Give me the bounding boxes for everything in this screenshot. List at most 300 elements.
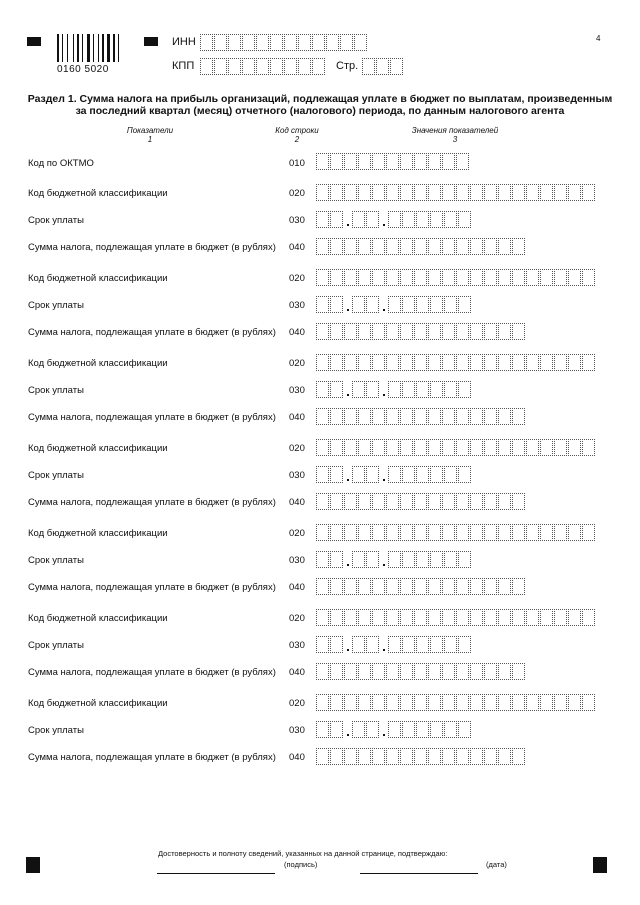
input-cell[interactable] [358,524,371,541]
sum-field[interactable] [316,578,526,595]
input-cell[interactable] [456,578,469,595]
input-cell[interactable] [414,269,427,286]
input-cell[interactable] [352,211,365,228]
input-cell[interactable] [484,748,497,765]
input-cell[interactable] [400,238,413,255]
input-cell[interactable] [498,184,511,201]
input-cell[interactable] [400,578,413,595]
input-cell[interactable] [484,694,497,711]
input-cell[interactable] [444,636,457,653]
input-cell[interactable] [316,609,329,626]
input-cell[interactable] [540,524,553,541]
input-cell[interactable] [344,323,357,340]
input-cell[interactable] [200,34,213,51]
input-cell[interactable] [512,238,525,255]
input-cell[interactable] [352,636,365,653]
input-cell[interactable] [444,551,457,568]
oktmo-field[interactable] [316,153,470,170]
input-cell[interactable] [484,493,497,510]
input-cell[interactable] [444,211,457,228]
input-cell[interactable] [414,408,427,425]
input-cell[interactable] [416,721,429,738]
input-cell[interactable] [372,323,385,340]
input-cell[interactable] [400,748,413,765]
sum-field[interactable] [316,663,526,680]
input-cell[interactable] [416,466,429,483]
input-cell[interactable] [428,493,441,510]
input-cell[interactable] [458,636,471,653]
input-cell[interactable] [372,184,385,201]
input-cell[interactable] [430,381,443,398]
input-cell[interactable] [386,524,399,541]
sum-field[interactable] [316,323,526,340]
input-cell[interactable] [400,408,413,425]
input-cell[interactable] [352,381,365,398]
input-cell[interactable] [372,609,385,626]
sum-field[interactable] [316,238,526,255]
input-cell[interactable] [512,748,525,765]
input-cell[interactable] [340,34,353,51]
input-cell[interactable] [388,636,401,653]
input-cell[interactable] [512,408,525,425]
input-cell[interactable] [344,439,357,456]
input-cell[interactable] [358,439,371,456]
input-cell[interactable] [428,408,441,425]
input-cell[interactable] [400,439,413,456]
input-cell[interactable] [284,34,297,51]
input-cell[interactable] [484,354,497,371]
input-cell[interactable] [456,748,469,765]
input-cell[interactable] [430,636,443,653]
input-cell[interactable] [484,184,497,201]
input-cell[interactable] [400,493,413,510]
input-cell[interactable] [256,34,269,51]
input-cell[interactable] [366,466,379,483]
input-cell[interactable] [414,578,427,595]
input-cell[interactable] [400,663,413,680]
input-cell[interactable] [470,238,483,255]
input-cell[interactable] [372,524,385,541]
input-cell[interactable] [512,323,525,340]
input-cell[interactable] [458,551,471,568]
input-cell[interactable] [316,748,329,765]
date-field[interactable] [316,466,472,483]
input-cell[interactable] [456,238,469,255]
input-cell[interactable] [316,493,329,510]
input-cell[interactable] [456,663,469,680]
input-cell[interactable] [316,408,329,425]
page-field[interactable] [362,58,404,75]
input-cell[interactable] [326,34,339,51]
input-cell[interactable] [400,153,413,170]
input-cell[interactable] [344,354,357,371]
input-cell[interactable] [428,153,441,170]
input-cell[interactable] [498,493,511,510]
input-cell[interactable] [442,439,455,456]
input-cell[interactable] [386,694,399,711]
input-cell[interactable] [526,269,539,286]
input-cell[interactable] [214,58,227,75]
input-cell[interactable] [498,408,511,425]
input-cell[interactable] [484,408,497,425]
input-cell[interactable] [442,578,455,595]
input-cell[interactable] [470,269,483,286]
input-cell[interactable] [316,466,329,483]
input-cell[interactable] [330,408,343,425]
input-cell[interactable] [352,551,365,568]
inn-field[interactable] [200,34,368,51]
input-cell[interactable] [366,721,379,738]
input-cell[interactable] [388,721,401,738]
input-cell[interactable] [386,269,399,286]
input-cell[interactable] [414,439,427,456]
input-cell[interactable] [470,354,483,371]
input-cell[interactable] [428,238,441,255]
input-cell[interactable] [362,58,375,75]
input-cell[interactable] [414,493,427,510]
input-cell[interactable] [316,354,329,371]
input-cell[interactable] [344,609,357,626]
input-cell[interactable] [386,663,399,680]
input-cell[interactable] [416,296,429,313]
input-cell[interactable] [442,524,455,541]
input-cell[interactable] [354,34,367,51]
input-cell[interactable] [372,439,385,456]
input-cell[interactable] [316,551,329,568]
input-cell[interactable] [582,609,595,626]
kpp-field[interactable] [200,58,326,75]
input-cell[interactable] [330,636,343,653]
input-cell[interactable] [330,381,343,398]
input-cell[interactable] [444,466,457,483]
input-cell[interactable] [512,269,525,286]
input-cell[interactable] [298,58,311,75]
input-cell[interactable] [416,636,429,653]
input-cell[interactable] [400,609,413,626]
input-cell[interactable] [484,578,497,595]
input-cell[interactable] [582,694,595,711]
input-cell[interactable] [330,524,343,541]
input-cell[interactable] [344,153,357,170]
input-cell[interactable] [330,153,343,170]
input-cell[interactable] [442,408,455,425]
input-cell[interactable] [498,663,511,680]
input-cell[interactable] [402,636,415,653]
input-cell[interactable] [484,439,497,456]
input-cell[interactable] [442,493,455,510]
input-cell[interactable] [400,323,413,340]
input-cell[interactable] [414,663,427,680]
input-cell[interactable] [386,184,399,201]
input-cell[interactable] [330,296,343,313]
input-cell[interactable] [386,493,399,510]
input-cell[interactable] [372,663,385,680]
input-cell[interactable] [568,354,581,371]
input-cell[interactable] [330,238,343,255]
input-cell[interactable] [372,238,385,255]
input-cell[interactable] [498,439,511,456]
input-cell[interactable] [316,524,329,541]
input-cell[interactable] [414,184,427,201]
input-cell[interactable] [430,211,443,228]
input-cell[interactable] [498,609,511,626]
input-cell[interactable] [358,184,371,201]
input-cell[interactable] [458,721,471,738]
input-cell[interactable] [400,269,413,286]
input-cell[interactable] [498,748,511,765]
input-cell[interactable] [470,578,483,595]
input-cell[interactable] [344,578,357,595]
input-cell[interactable] [330,269,343,286]
kbk-field[interactable] [316,439,596,456]
input-cell[interactable] [470,184,483,201]
sum-field[interactable] [316,408,526,425]
input-cell[interactable] [456,439,469,456]
input-cell[interactable] [512,578,525,595]
input-cell[interactable] [344,663,357,680]
input-cell[interactable] [526,524,539,541]
input-cell[interactable] [458,466,471,483]
input-cell[interactable] [366,381,379,398]
input-cell[interactable] [442,184,455,201]
input-cell[interactable] [498,694,511,711]
input-cell[interactable] [428,184,441,201]
input-cell[interactable] [388,211,401,228]
kbk-field[interactable] [316,354,596,371]
input-cell[interactable] [228,34,241,51]
input-cell[interactable] [470,524,483,541]
input-cell[interactable] [442,153,455,170]
input-cell[interactable] [428,748,441,765]
input-cell[interactable] [358,323,371,340]
input-cell[interactable] [358,408,371,425]
input-cell[interactable] [568,609,581,626]
input-cell[interactable] [316,184,329,201]
input-cell[interactable] [512,184,525,201]
input-cell[interactable] [344,184,357,201]
input-cell[interactable] [526,609,539,626]
input-cell[interactable] [386,323,399,340]
input-cell[interactable] [540,439,553,456]
date-field[interactable] [316,211,472,228]
input-cell[interactable] [372,269,385,286]
input-cell[interactable] [458,381,471,398]
input-cell[interactable] [526,184,539,201]
input-cell[interactable] [582,439,595,456]
input-cell[interactable] [316,296,329,313]
input-cell[interactable] [316,721,329,738]
input-cell[interactable] [554,184,567,201]
input-cell[interactable] [372,694,385,711]
input-cell[interactable] [372,354,385,371]
input-cell[interactable] [316,439,329,456]
input-cell[interactable] [428,323,441,340]
input-cell[interactable] [568,524,581,541]
input-cell[interactable] [366,551,379,568]
input-cell[interactable] [430,296,443,313]
input-cell[interactable] [428,439,441,456]
input-cell[interactable] [540,354,553,371]
date-field[interactable] [316,381,472,398]
input-cell[interactable] [344,694,357,711]
input-cell[interactable] [498,578,511,595]
date-line[interactable] [360,873,478,874]
input-cell[interactable] [540,694,553,711]
input-cell[interactable] [442,694,455,711]
input-cell[interactable] [330,323,343,340]
input-cell[interactable] [442,323,455,340]
input-cell[interactable] [428,609,441,626]
input-cell[interactable] [358,663,371,680]
input-cell[interactable] [388,551,401,568]
input-cell[interactable] [284,58,297,75]
input-cell[interactable] [458,296,471,313]
input-cell[interactable] [470,663,483,680]
input-cell[interactable] [484,238,497,255]
input-cell[interactable] [444,296,457,313]
input-cell[interactable] [444,721,457,738]
input-cell[interactable] [430,466,443,483]
input-cell[interactable] [414,524,427,541]
input-cell[interactable] [358,694,371,711]
input-cell[interactable] [366,211,379,228]
kbk-field[interactable] [316,524,596,541]
input-cell[interactable] [402,551,415,568]
input-cell[interactable] [512,663,525,680]
input-cell[interactable] [484,609,497,626]
input-cell[interactable] [316,269,329,286]
input-cell[interactable] [428,663,441,680]
input-cell[interactable] [316,153,329,170]
input-cell[interactable] [582,524,595,541]
input-cell[interactable] [316,381,329,398]
input-cell[interactable] [428,269,441,286]
input-cell[interactable] [470,748,483,765]
kbk-field[interactable] [316,694,596,711]
input-cell[interactable] [554,524,567,541]
input-cell[interactable] [582,269,595,286]
input-cell[interactable] [470,493,483,510]
input-cell[interactable] [470,408,483,425]
input-cell[interactable] [386,748,399,765]
kbk-field[interactable] [316,609,596,626]
input-cell[interactable] [358,354,371,371]
input-cell[interactable] [214,34,227,51]
input-cell[interactable] [228,58,241,75]
input-cell[interactable] [366,636,379,653]
input-cell[interactable] [512,694,525,711]
input-cell[interactable] [430,721,443,738]
input-cell[interactable] [442,663,455,680]
input-cell[interactable] [540,184,553,201]
input-cell[interactable] [316,636,329,653]
input-cell[interactable] [386,609,399,626]
input-cell[interactable] [470,439,483,456]
input-cell[interactable] [568,694,581,711]
input-cell[interactable] [344,493,357,510]
input-cell[interactable] [456,184,469,201]
input-cell[interactable] [554,694,567,711]
input-cell[interactable] [366,296,379,313]
input-cell[interactable] [402,296,415,313]
input-cell[interactable] [330,578,343,595]
input-cell[interactable] [376,58,389,75]
input-cell[interactable] [344,238,357,255]
input-cell[interactable] [484,524,497,541]
input-cell[interactable] [512,609,525,626]
kbk-field[interactable] [316,184,596,201]
input-cell[interactable] [540,269,553,286]
input-cell[interactable] [316,211,329,228]
input-cell[interactable] [442,354,455,371]
input-cell[interactable] [316,238,329,255]
input-cell[interactable] [416,551,429,568]
input-cell[interactable] [386,354,399,371]
input-cell[interactable] [400,354,413,371]
input-cell[interactable] [358,578,371,595]
input-cell[interactable] [402,381,415,398]
signature-line[interactable] [157,873,275,874]
date-field[interactable] [316,551,472,568]
input-cell[interactable] [386,408,399,425]
input-cell[interactable] [400,694,413,711]
input-cell[interactable] [330,748,343,765]
input-cell[interactable] [386,238,399,255]
date-field[interactable] [316,636,472,653]
input-cell[interactable] [456,694,469,711]
input-cell[interactable] [568,439,581,456]
input-cell[interactable] [358,269,371,286]
input-cell[interactable] [372,153,385,170]
input-cell[interactable] [428,578,441,595]
input-cell[interactable] [430,551,443,568]
input-cell[interactable] [540,609,553,626]
input-cell[interactable] [390,58,403,75]
input-cell[interactable] [456,269,469,286]
input-cell[interactable] [316,323,329,340]
input-cell[interactable] [372,493,385,510]
input-cell[interactable] [498,238,511,255]
input-cell[interactable] [512,493,525,510]
input-cell[interactable] [400,184,413,201]
input-cell[interactable] [470,694,483,711]
input-cell[interactable] [442,748,455,765]
input-cell[interactable] [428,524,441,541]
input-cell[interactable] [400,524,413,541]
input-cell[interactable] [414,748,427,765]
input-cell[interactable] [330,694,343,711]
input-cell[interactable] [330,609,343,626]
input-cell[interactable] [270,58,283,75]
input-cell[interactable] [512,354,525,371]
input-cell[interactable] [526,354,539,371]
input-cell[interactable] [442,238,455,255]
input-cell[interactable] [554,354,567,371]
input-cell[interactable] [200,58,213,75]
input-cell[interactable] [242,34,255,51]
input-cell[interactable] [458,211,471,228]
input-cell[interactable] [456,493,469,510]
input-cell[interactable] [402,721,415,738]
input-cell[interactable] [456,408,469,425]
input-cell[interactable] [442,269,455,286]
input-cell[interactable] [358,493,371,510]
input-cell[interactable] [484,663,497,680]
input-cell[interactable] [416,381,429,398]
input-cell[interactable] [386,578,399,595]
input-cell[interactable] [352,466,365,483]
input-cell[interactable] [386,439,399,456]
